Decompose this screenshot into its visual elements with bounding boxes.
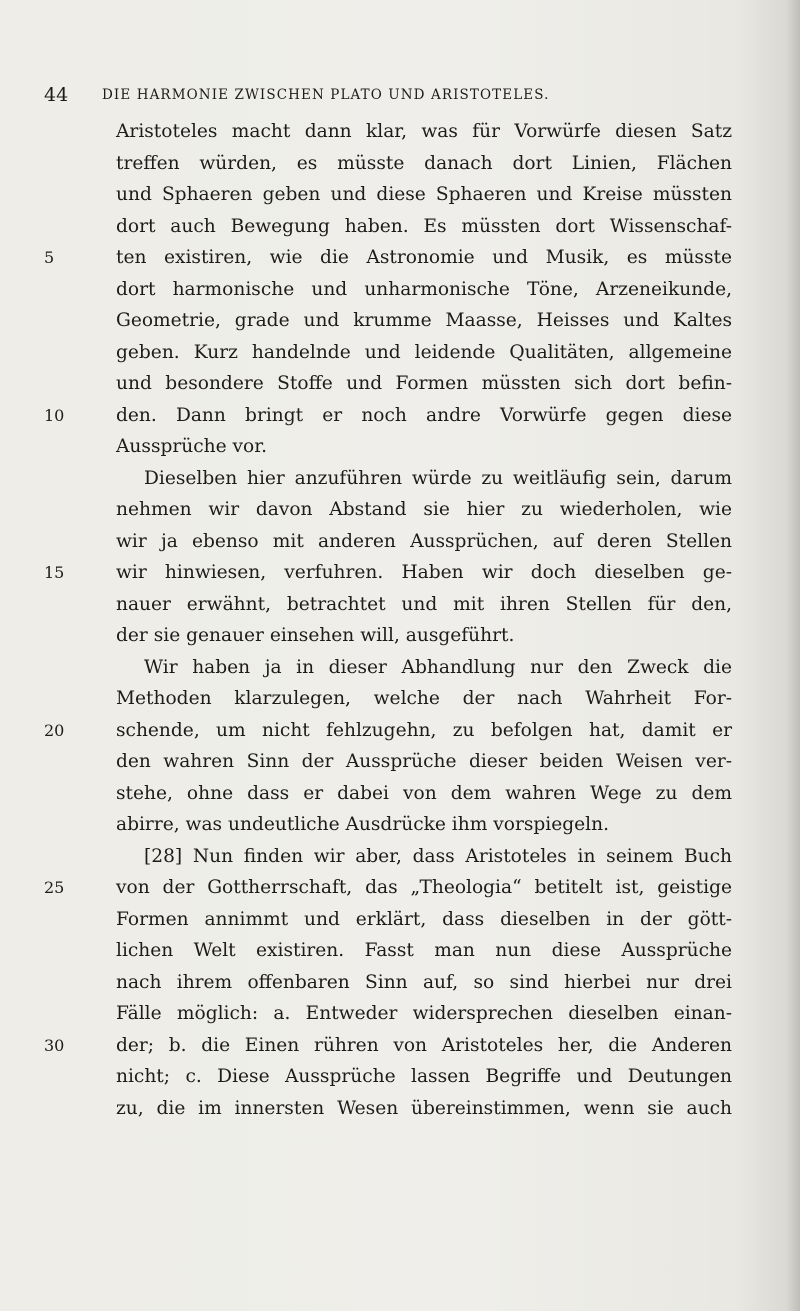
line-number: 10 xyxy=(44,405,65,425)
line-text: Fälle möglich: a. Entweder widersprechen dieselben einan- xyxy=(116,1003,732,1024)
line-text: wir ja ebenso mit anderen Aussprüchen, auf deren Stellen xyxy=(116,530,732,552)
text-line xyxy=(116,935,732,967)
text-line xyxy=(116,526,732,558)
text-line xyxy=(116,305,732,337)
text-line xyxy=(44,557,732,589)
text-line xyxy=(116,778,732,810)
line-text: Geometrie, grade und krumme Maasse, Heisses und Kaltes xyxy=(116,310,732,331)
line-text: von der Gottherrschaft, das „Theologia“ betitelt ist, geistige xyxy=(116,877,732,898)
text-line xyxy=(116,683,732,715)
page-number: 44 xyxy=(44,84,69,106)
text-line xyxy=(116,620,732,652)
line-text: den. Dann bringt er noch andre Vorwürfe gegen diese xyxy=(116,404,732,426)
text-line xyxy=(116,148,732,180)
text-line xyxy=(116,809,732,841)
line-text: [28] Nun finden wir aber, dass Aristoteles in seinem Buch xyxy=(144,845,732,867)
line-text: Aristoteles macht dann klar, was für Vorwürfe diesen Satz xyxy=(116,121,732,142)
line-number: 30 xyxy=(44,1035,65,1055)
text-line xyxy=(116,589,732,621)
line-text: ten existiren, wie die Astronomie und Musik, es müsste xyxy=(116,247,732,268)
line-text: Methoden klarzulegen, welche der nach Wahrheit For- xyxy=(116,688,732,709)
line-number: 20 xyxy=(44,720,65,740)
running-head xyxy=(44,84,744,114)
text-line xyxy=(116,337,732,369)
text-line xyxy=(116,967,732,999)
line-text: Formen annimmt und erklärt, dass dieselben in der gött- xyxy=(116,908,732,930)
line-text: und besondere Stoffe und Formen müssten sich dort befin- xyxy=(116,373,732,394)
text-line xyxy=(116,998,732,1030)
page-edge-shadow xyxy=(786,0,800,1311)
text-line xyxy=(116,211,732,243)
line-number: 15 xyxy=(44,563,65,582)
text-line xyxy=(116,368,732,400)
text-line xyxy=(116,841,732,873)
text-line xyxy=(116,494,732,526)
line-text: nauer erwähnt, betrachtet und mit ihren Stellen für den, xyxy=(116,593,732,615)
text-line xyxy=(116,463,732,495)
line-text: schende, um nicht fehlzugehn, zu befolgen hat, damit er xyxy=(116,719,732,741)
text-line xyxy=(116,274,732,306)
text-line xyxy=(44,1030,732,1062)
line-text: geben. Kurz handelnde und leidende Qualitäten, allgemeine xyxy=(116,341,732,363)
text-line xyxy=(116,746,732,778)
text-line xyxy=(116,652,732,684)
line-text: nach ihrem offenbaren Sinn auf, so sind hierbei nur drei xyxy=(116,971,732,993)
line-text: und Sphaeren geben und diese Sphaeren und Kreise müssten xyxy=(116,184,732,205)
text-line xyxy=(116,904,732,936)
text-line xyxy=(116,116,732,148)
line-text: Dieselben hier anzuführen würde zu weitläufig sein, darum xyxy=(144,467,732,489)
line-text: zu, die im innersten Wesen übereinstimmen, wenn sie auch xyxy=(116,1097,732,1119)
line-text: der; b. die Einen rühren von Aristoteles her, die Anderen xyxy=(116,1034,732,1056)
line-number: 25 xyxy=(44,878,65,897)
text-line xyxy=(44,400,732,432)
line-number: 5 xyxy=(44,248,55,267)
text-line xyxy=(116,179,732,211)
text-line xyxy=(44,872,732,904)
line-text: stehe, ohne dass er dabei von dem wahren Wege zu dem xyxy=(116,782,732,804)
line-text: lichen Welt existiren. Fasst man nun diese Aussprüche xyxy=(116,940,732,961)
text-line xyxy=(116,1093,732,1125)
line-text: der sie genauer einsehen will, ausgeführt. xyxy=(116,625,515,646)
line-text: nicht; c. Diese Aussprüche lassen Begriffe und Deutungen xyxy=(116,1066,732,1087)
line-text: dort auch Bewegung haben. Es müssten dort Wissenschaf- xyxy=(116,215,732,237)
text-line xyxy=(116,431,732,463)
text-line xyxy=(116,1061,732,1093)
line-text: den wahren Sinn der Aussprüche dieser beiden Weisen ver- xyxy=(116,751,732,772)
line-text: treffen würden, es müsste danach dort Linien, Flächen xyxy=(116,152,732,174)
line-text: dort harmonische und unharmonische Töne, Arzeneikunde, xyxy=(116,278,732,300)
text-line xyxy=(44,715,732,747)
text-line xyxy=(44,242,732,274)
line-text: abirre, was undeutliche Ausdrücke ihm vorspiegeln. xyxy=(116,814,609,835)
body-text xyxy=(44,116,732,1124)
line-text: Aussprüche vor. xyxy=(116,436,268,457)
line-text: Wir haben ja in dieser Abhandlung nur den Zweck die xyxy=(144,656,732,678)
line-text: wir hinwiesen, verfuhren. Haben wir doch dieselben ge- xyxy=(116,562,732,583)
line-text: nehmen wir davon Abstand sie hier zu wiederholen, wie xyxy=(116,499,732,520)
running-head-title: DIE HARMONIE ZWISCHEN PLATO UND ARISTOTELES. xyxy=(102,87,550,103)
